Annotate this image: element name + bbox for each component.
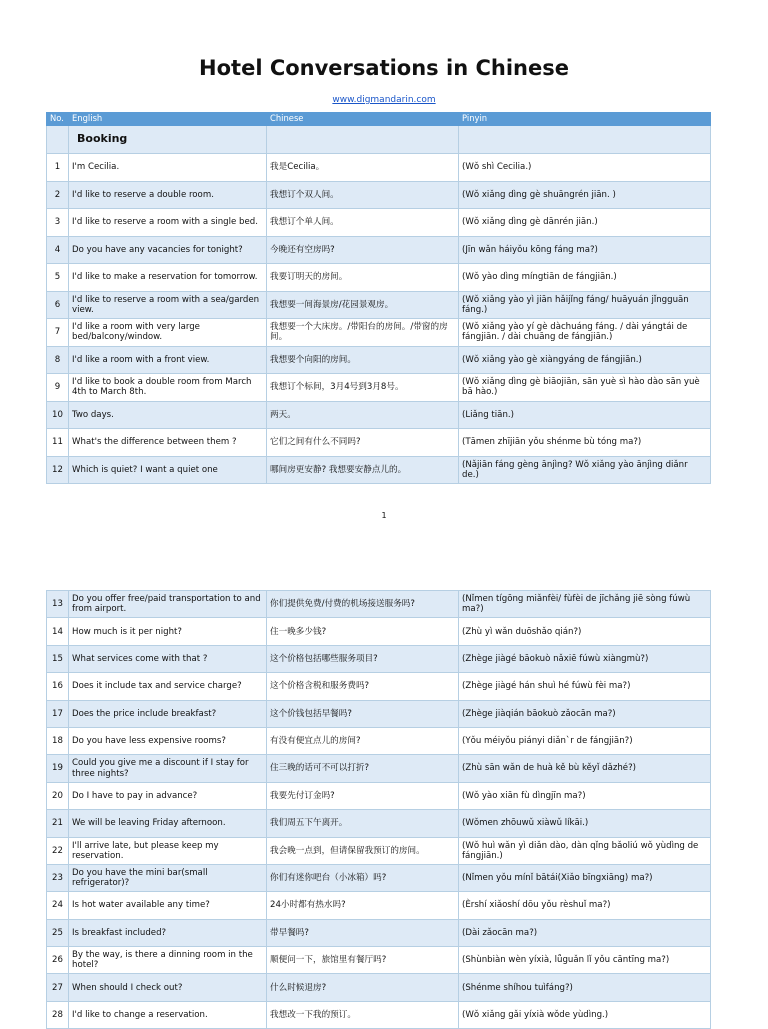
chinese-cell: 住三晚的话可不可以打折? — [267, 755, 459, 782]
table-row — [47, 782, 711, 809]
pinyin-cell: (Wǒ yào xiān fù dìngjīn ma?) — [459, 782, 711, 809]
english-cell: What's the difference between them ? — [69, 429, 267, 457]
chinese-cell: 我想要个向阳的房间。 — [267, 346, 459, 374]
chinese-cell: 这个价格含税和服务费吗? — [267, 673, 459, 700]
table-row — [47, 618, 711, 645]
row-number: 24 — [47, 892, 69, 919]
row-number: 8 — [47, 346, 69, 374]
table-row — [47, 346, 711, 374]
table-row — [47, 1001, 711, 1028]
header-english: English — [69, 113, 267, 126]
row-number: 25 — [47, 919, 69, 946]
row-number: 5 — [47, 264, 69, 292]
english-cell: What services come with that ? — [69, 645, 267, 672]
row-number: 28 — [47, 1001, 69, 1028]
table-row — [47, 429, 711, 457]
table-row — [47, 645, 711, 672]
english-cell: By the way, is there a dinning room in the hotel? — [69, 947, 267, 974]
chinese-cell: 有没有便宜点儿的房间? — [267, 727, 459, 754]
row-number: 17 — [47, 700, 69, 727]
row-number: 15 — [47, 645, 69, 672]
row-number: 22 — [47, 837, 69, 864]
row-number: 10 — [47, 401, 69, 429]
pinyin-cell: (Yǒu méiyǒu piányi diǎn`r de fángjiān?) — [459, 727, 711, 754]
english-cell: I'd like to change a reservation. — [69, 1001, 267, 1028]
row-number: 18 — [47, 727, 69, 754]
table-row — [47, 755, 711, 782]
table-row — [47, 236, 711, 264]
table-row — [47, 401, 711, 429]
page-number: 1 — [381, 511, 387, 520]
chinese-cell: 我想订个双人间。 — [267, 181, 459, 209]
pinyin-cell: (Liǎng tiān.) — [459, 401, 711, 429]
chinese-cell: 两天。 — [267, 401, 459, 429]
table-row — [47, 374, 711, 402]
table-row — [47, 727, 711, 754]
table-row — [47, 456, 711, 484]
row-number: 9 — [47, 374, 69, 402]
section-title: Booking — [69, 126, 267, 154]
section-row — [47, 126, 711, 154]
pinyin-cell: (Wǒ xiǎng dìng gè biāojiān, sān yuè sì hào dào sān yuè bā hào.) — [459, 374, 711, 402]
chinese-cell: 今晚还有空房吗? — [267, 236, 459, 264]
english-cell: When should I check out? — [69, 974, 267, 1001]
pinyin-cell: (Nǐmen yǒu mínǐ bātái(Xiǎo bīngxiāng) ma?) — [459, 864, 711, 891]
chinese-cell: 它们之间有什么不同吗? — [267, 429, 459, 457]
pinyin-cell: (Zhù yì wǎn duōshǎo qián?) — [459, 618, 711, 645]
chinese-cell: 什么时候退房? — [267, 974, 459, 1001]
chinese-cell: 我是Cecilia。 — [267, 154, 459, 182]
english-cell: Do I have to pay in advance? — [69, 782, 267, 809]
pinyin-cell: (Zhège jiàgé bāokuò nǎxiē fúwù xiàngmù?) — [459, 645, 711, 672]
table-row — [47, 319, 711, 347]
pinyin-cell: (Shùnbiàn wèn yíxià, lǚguǎn lǐ yǒu cāntīng ma?) — [459, 947, 711, 974]
pinyin-cell: (Nǐmen tígōng miǎnfèi/ fùfèi de jīchǎng jiē sòng fúwù ma?) — [459, 591, 711, 618]
row-number: 20 — [47, 782, 69, 809]
english-cell: We will be leaving Friday afternoon. — [69, 810, 267, 837]
english-cell: I'd like to reserve a room with a sea/garden view. — [69, 291, 267, 319]
table-row — [47, 892, 711, 919]
pinyin-cell: (Wǒ shì Cecilia.) — [459, 154, 711, 182]
row-number: 27 — [47, 974, 69, 1001]
row-number: 26 — [47, 947, 69, 974]
phrase-table-page-2 — [46, 590, 711, 1029]
section-empty-cell — [459, 126, 711, 154]
chinese-cell: 哪间房更安静? 我想要安静点儿的。 — [267, 456, 459, 484]
row-number: 21 — [47, 810, 69, 837]
english-cell: Do you have the mini bar(small refrigerator)? — [69, 864, 267, 891]
table-row — [47, 974, 711, 1001]
row-number: 16 — [47, 673, 69, 700]
english-cell: I'll arrive late, but please keep my reservation. — [69, 837, 267, 864]
row-number: 1 — [47, 154, 69, 182]
pinyin-cell: (Jīn wǎn háiyǒu kōng fáng ma?) — [459, 236, 711, 264]
pinyin-cell: (Zhège jiàgé hán shuì hé fúwù fèi ma?) — [459, 673, 711, 700]
row-number: 14 — [47, 618, 69, 645]
row-number: 3 — [47, 209, 69, 237]
chinese-cell: 我们周五下午离开。 — [267, 810, 459, 837]
table-row — [47, 919, 711, 946]
chinese-cell: 24小时都有热水吗? — [267, 892, 459, 919]
table-row — [47, 673, 711, 700]
chinese-cell: 你们有迷你吧台（小冰箱）吗? — [267, 864, 459, 891]
english-cell: How much is it per night? — [69, 618, 267, 645]
chinese-cell: 我想订个标间，3月4号到3月8号。 — [267, 374, 459, 402]
pinyin-cell: (Wǒ xiǎng gǎi yíxià wǒde yùdìng.) — [459, 1001, 711, 1028]
chinese-cell: 我要先付订金吗? — [267, 782, 459, 809]
table-row — [47, 209, 711, 237]
pinyin-cell: (Zhège jiàqián bāokuò zǎocān ma?) — [459, 700, 711, 727]
pinyin-cell: (Wǒ xiǎng yào yí gè dàchuáng fáng. / dài yángtái de fángjiān. / dài chuāng de fángjiān.) — [459, 319, 711, 347]
row-number: 4 — [47, 236, 69, 264]
chinese-cell: 我想要一间海景房/花园景观房。 — [267, 291, 459, 319]
pinyin-cell: (Tāmen zhījiān yǒu shénme bù tóng ma?) — [459, 429, 711, 457]
chinese-cell: 这个价钱包括早餐吗? — [267, 700, 459, 727]
table-row — [47, 154, 711, 182]
english-cell: Two days. — [69, 401, 267, 429]
table-row — [47, 291, 711, 319]
chinese-cell: 这个价格包括哪些服务项目? — [267, 645, 459, 672]
english-cell: I'd like a room with a front view. — [69, 346, 267, 374]
row-number: 2 — [47, 181, 69, 209]
english-cell: Is breakfast included? — [69, 919, 267, 946]
english-cell: I'm Cecilia. — [69, 154, 267, 182]
table-row — [47, 810, 711, 837]
english-cell: Is hot water available any time? — [69, 892, 267, 919]
chinese-cell: 带早餐吗? — [267, 919, 459, 946]
pinyin-cell: (Wǒ huì wǎn yì diǎn dào, dàn qǐng bǎoliú wǒ yùdìng de fángjiān.) — [459, 837, 711, 864]
table-row — [47, 864, 711, 891]
english-cell: Do you have any vacancies for tonight? — [69, 236, 267, 264]
pinyin-cell: (Wǒ xiǎng yào yì jiān hǎijǐng fáng/ huāyuán jǐngguān fáng.) — [459, 291, 711, 319]
english-cell: Could you give me a discount if I stay for three nights? — [69, 755, 267, 782]
english-cell: Do you have less expensive rooms? — [69, 727, 267, 754]
english-cell: I'd like to reserve a room with a single bed. — [69, 209, 267, 237]
table-row — [47, 947, 711, 974]
english-cell: Do you offer free/paid transportation to and from airport. — [69, 591, 267, 618]
header-pinyin: Pinyin — [459, 113, 711, 126]
phrase-table-page-1 — [46, 112, 711, 484]
row-number: 7 — [47, 319, 69, 347]
row-number: 12 — [47, 456, 69, 484]
section-no-cell — [47, 126, 69, 154]
pinyin-cell: (Shénme shíhou tuìfáng?) — [459, 974, 711, 1001]
english-cell: Does it include tax and service charge? — [69, 673, 267, 700]
pinyin-cell: (Wǒ xiǎng yào gè xiàngyáng de fángjiān.) — [459, 346, 711, 374]
english-cell: I'd like a room with very large bed/balcony/window. — [69, 319, 267, 347]
row-number: 11 — [47, 429, 69, 457]
table-row — [47, 700, 711, 727]
header-no: No. — [47, 113, 69, 126]
pinyin-cell: (Dài zǎocān ma?) — [459, 919, 711, 946]
english-cell: Which is quiet? I want a quiet one — [69, 456, 267, 484]
page-title: Hotel Conversations in Chinese — [199, 56, 569, 80]
chinese-cell: 我会晚一点到，但请保留我预订的房间。 — [267, 837, 459, 864]
row-number: 23 — [47, 864, 69, 891]
table-row — [47, 264, 711, 292]
chinese-cell: 住一晚多少钱? — [267, 618, 459, 645]
english-cell: I'd like to reserve a double room. — [69, 181, 267, 209]
header-chinese: Chinese — [267, 113, 459, 126]
chinese-cell: 我想要一个大床房。/带阳台的房间。/带窗的房间。 — [267, 319, 459, 347]
website-link[interactable]: www.digmandarin.com — [332, 95, 436, 105]
pinyin-cell: (Wǒmen zhōuwǔ xiàwǔ líkāi.) — [459, 810, 711, 837]
pinyin-cell: (Zhù sān wǎn de huà kě bù kěyǐ dǎzhé?) — [459, 755, 711, 782]
row-number: 13 — [47, 591, 69, 618]
row-number: 6 — [47, 291, 69, 319]
table-row — [47, 181, 711, 209]
pinyin-cell: (Nǎjiān fáng gèng ānjìng? Wǒ xiǎng yào ānjìng diǎnr de.) — [459, 456, 711, 484]
chinese-cell: 我想改一下我的预订。 — [267, 1001, 459, 1028]
english-cell: I'd like to book a double room from March 4th to March 8th. — [69, 374, 267, 402]
table-header-row — [47, 113, 711, 126]
chinese-cell: 我想订个单人间。 — [267, 209, 459, 237]
pinyin-cell: (Wǒ yào dìng míngtiān de fángjiān.) — [459, 264, 711, 292]
pinyin-cell: (Wǒ xiǎng dìng gè shuāngrén jiān. ) — [459, 181, 711, 209]
pinyin-cell: (Èrshí xiǎoshí dōu yǒu rèshuǐ ma?) — [459, 892, 711, 919]
chinese-cell: 顺便问一下，旅馆里有餐厅吗? — [267, 947, 459, 974]
chinese-cell: 我要订明天的房间。 — [267, 264, 459, 292]
row-number: 19 — [47, 755, 69, 782]
english-cell: Does the price include breakfast? — [69, 700, 267, 727]
english-cell: I'd like to make a reservation for tomorrow. — [69, 264, 267, 292]
chinese-cell: 你们提供免费/付费的机场接送服务吗? — [267, 591, 459, 618]
table-row — [47, 591, 711, 618]
table-row — [47, 837, 711, 864]
section-empty-cell — [267, 126, 459, 154]
pinyin-cell: (Wǒ xiǎng dìng gè dānrén jiān.) — [459, 209, 711, 237]
